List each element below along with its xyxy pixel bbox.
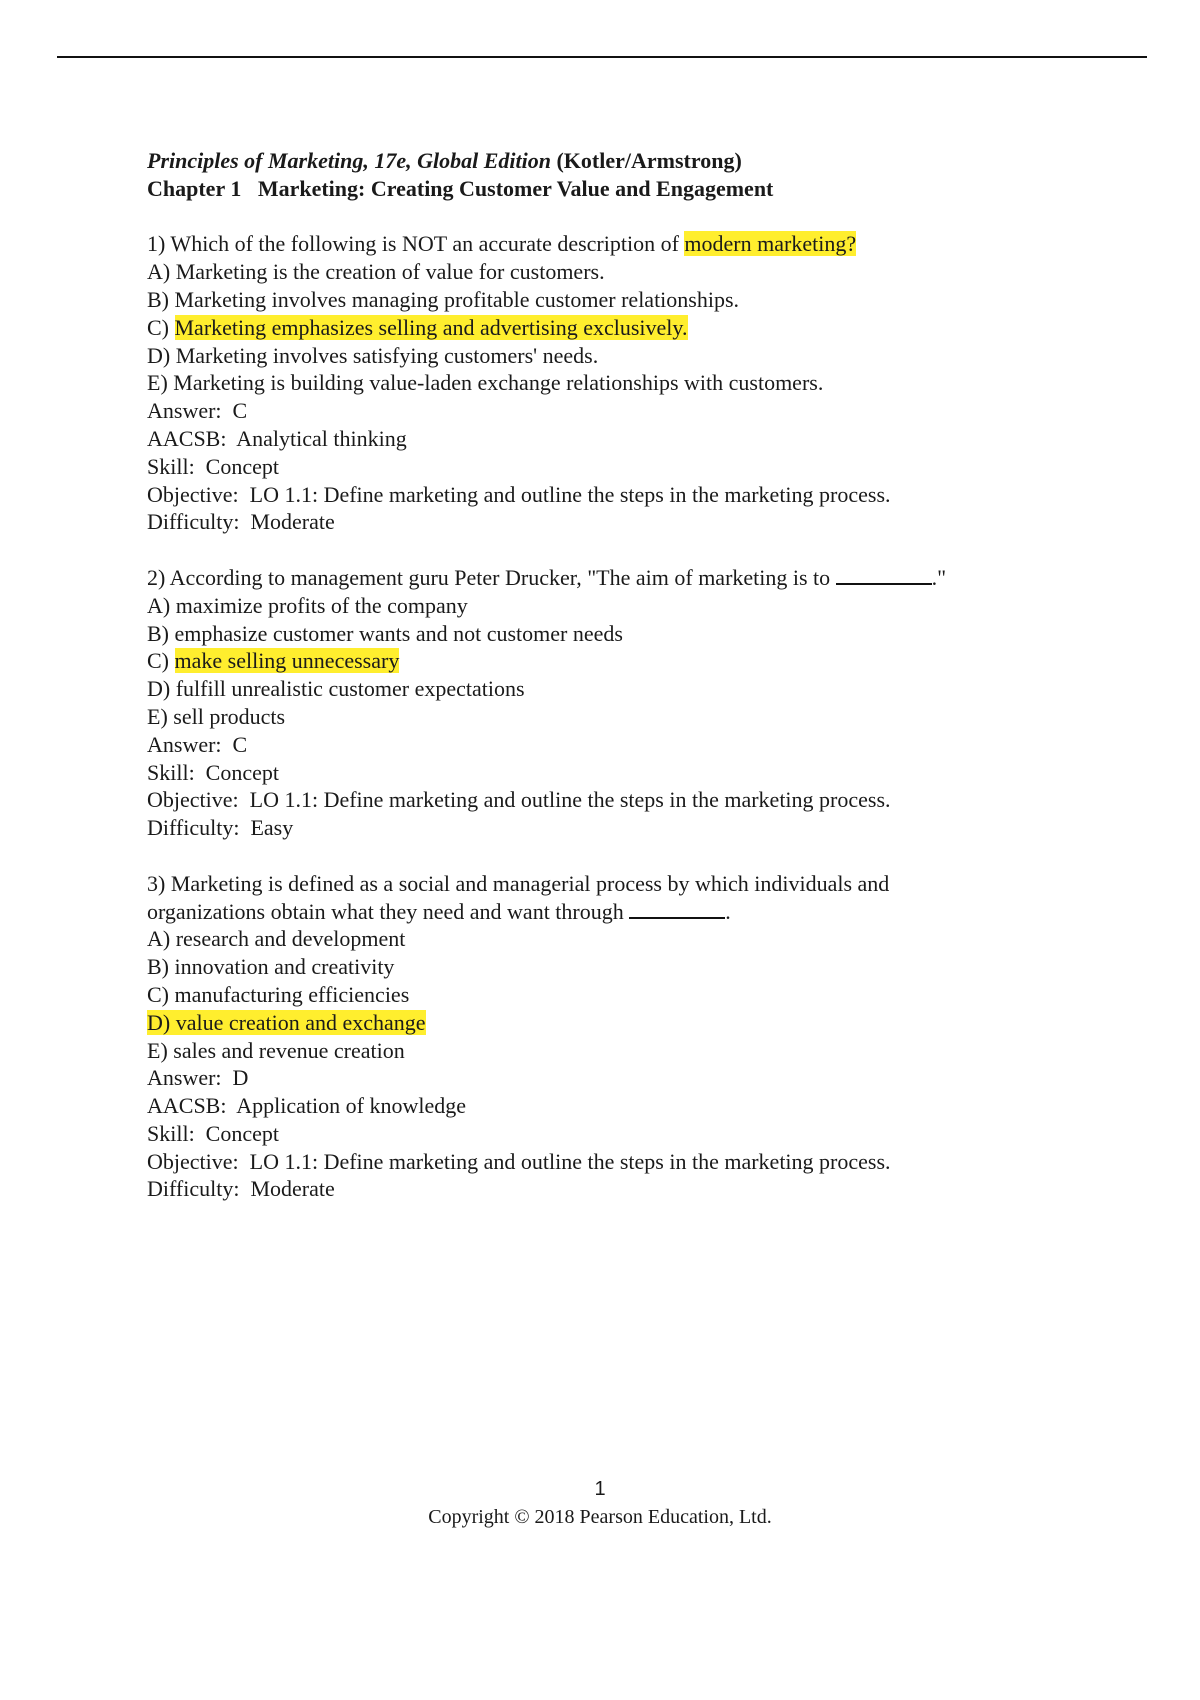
question-3 xyxy=(147,870,1047,1204)
question-3-stem-line-2: organizations obtain what they need and want through . xyxy=(147,898,731,924)
book-authors: (Kotler/Armstrong) xyxy=(556,148,742,173)
skill: Skill: Concept xyxy=(147,759,279,785)
option-e: E) Marketing is building value-laden exchange relationships with customers. xyxy=(147,370,824,396)
top-rule xyxy=(57,56,1147,58)
difficulty: Difficulty: Moderate xyxy=(147,509,335,535)
answer: Answer: C xyxy=(147,731,248,757)
highlighted-text: modern marketing? xyxy=(684,231,857,257)
highlighted-answer: make selling unnecessary xyxy=(174,648,400,674)
aacsb: AACSB: Application of knowledge xyxy=(147,1093,466,1119)
option-b: B) emphasize customer wants and not customer needs xyxy=(147,620,623,646)
objective: Objective: LO 1.1: Define marketing and outline the steps in the marketing process. xyxy=(147,787,891,813)
aacsb: AACSB: Analytical thinking xyxy=(147,425,407,451)
highlighted-answer: Marketing emphasizes selling and advertising exclusively. xyxy=(174,314,688,340)
option-a: A) research and development xyxy=(147,926,406,952)
option-b: B) innovation and creativity xyxy=(147,954,395,980)
copyright-notice: Copyright © 2018 Pearson Education, Ltd. xyxy=(428,1506,772,1528)
option-d: D) Marketing involves satisfying customers' needs. xyxy=(147,342,599,368)
objective: Objective: LO 1.1: Define marketing and outline the steps in the marketing process. xyxy=(147,1148,891,1174)
answer: Answer: C xyxy=(147,398,248,424)
option-c: C) make selling unnecessary xyxy=(147,648,400,674)
option-a: A) maximize profits of the company xyxy=(147,592,468,618)
question-3-stem-line-1: 3) Marketing is defined as a social and managerial process by which individuals and xyxy=(147,870,890,896)
question-2 xyxy=(147,564,1047,842)
difficulty: Difficulty: Moderate xyxy=(147,1176,335,1202)
book-title: Principles of Marketing, 17e, Global Edition xyxy=(147,148,551,173)
question-1 xyxy=(147,230,1047,536)
question-1-stem: 1) Which of the following is NOT an accurate description of modern marketing? xyxy=(147,231,857,257)
option-b: B) Marketing involves managing profitable customer relationships. xyxy=(147,286,740,312)
option-e: E) sell products xyxy=(147,703,286,729)
option-d xyxy=(147,1009,1047,1037)
document-body xyxy=(147,147,1047,1203)
objective: Objective: LO 1.1: Define marketing and outline the steps in the marketing process. xyxy=(147,481,891,507)
highlighted-answer: D) value creation and exchange xyxy=(147,1009,426,1035)
option-c: C) Marketing emphasizes selling and advertising exclusively. xyxy=(147,314,688,340)
fill-in-blank xyxy=(629,898,725,919)
option-c: C) manufacturing efficiencies xyxy=(147,981,410,1007)
answer: Answer: D xyxy=(147,1065,249,1091)
difficulty: Difficulty: Easy xyxy=(147,815,294,841)
fill-in-blank xyxy=(836,564,932,585)
skill: Skill: Concept xyxy=(147,1120,279,1146)
option-d: D) fulfill unrealistic customer expectations xyxy=(147,676,525,702)
question-2-stem: 2) According to management guru Peter Drucker, "The aim of marketing is to ." xyxy=(147,564,947,590)
chapter-title: Chapter 1 Marketing: Creating Customer Value and Engagement xyxy=(147,175,774,201)
option-a: A) Marketing is the creation of value for customers. xyxy=(147,259,605,285)
page-number: 1 xyxy=(594,1478,606,1500)
book-title-line xyxy=(147,147,1047,175)
skill: Skill: Concept xyxy=(147,453,279,479)
option-e: E) sales and revenue creation xyxy=(147,1037,405,1063)
